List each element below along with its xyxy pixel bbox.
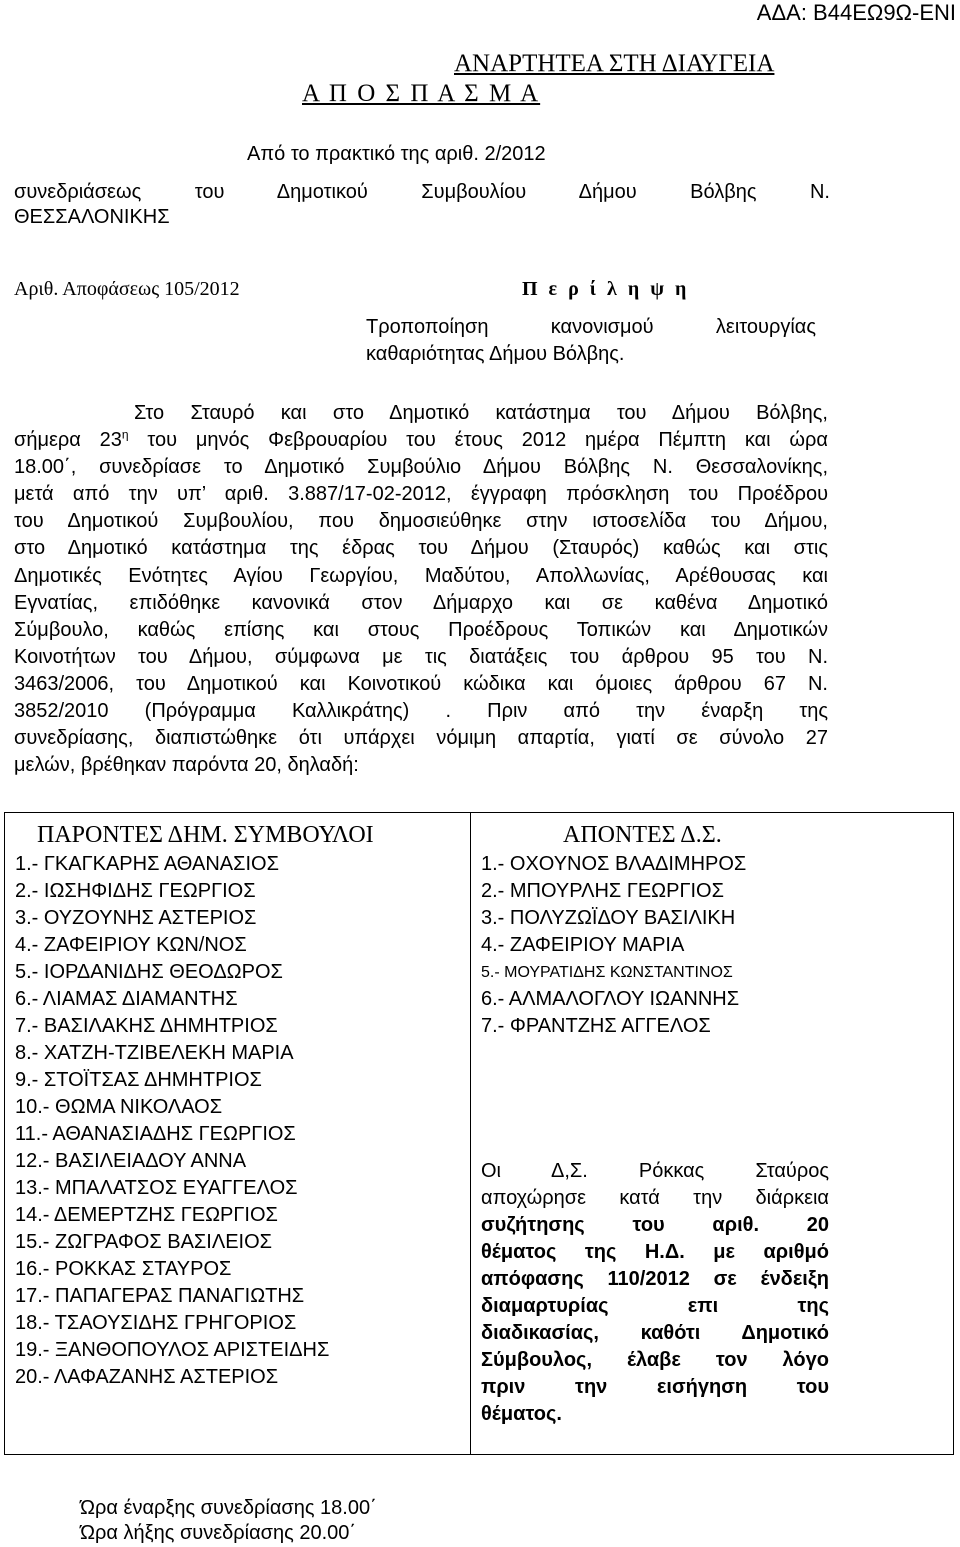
session-end-time: Ώρα λήξης συνεδρίασης 20.00΄ [80,1522,357,1544]
present-member: 18.- ΤΣΑΟΥΣΙΔΗΣ ΓΡΗΓΟΡΙΟΣ [15,1312,297,1334]
absent-member: 3.- ΠΟΛΥΖΩΪΔΟΥ ΒΑΣΙΛΙΚΗ [481,907,736,929]
subject-line-1: Τροποποίηση κανονισμού λειτουργίας [366,316,816,338]
present-member: 12.- ΒΑΣΙΛΕΙΑΔΟΥ ΑΝΝΑ [15,1150,247,1172]
column-divider [470,813,471,1454]
attendance-table [4,812,954,1455]
departure-note [481,1158,829,1428]
summary-heading: Π ε ρ ί λ η ψ η [522,278,690,300]
absent-header: ΑΠΟΝΤΕΣ Δ.Σ. [563,822,722,848]
body-line: Σύμβουλο, καθώς επίσης και στους Προέδρους Τοπικών και Δημοτικών [14,618,828,641]
body-line: 3852/2010 (Πρόγραμμα Καλλικράτης) . Πριν από την έναρξη της [14,700,828,723]
note-line: απόφασης 110/2012 σε ένδειξη [481,1268,829,1290]
present-member: 6.- ΛΙΑΜΑΣ ΔΙΑΜΑΝΤΗΣ [15,988,238,1010]
body-line: 3463/2006, του Δημοτικού και Κοινοτικού κώδικα και όμοιες άρθρου 67 Ν. [14,672,828,695]
absent-member: 7.- ΦΡΑΝΤΖΗΣ ΑΓΓΕΛΟΣ [481,1015,711,1037]
absent-member: 1.- ΟΧΟΥΝΟΣ ΒΛΑΔΙΜΗΡΟΣ [481,853,747,875]
present-member: 7.- ΒΑΣΙΛΑΚΗΣ ΔΗΜΗΤΡΙΟΣ [15,1015,278,1037]
absent-member: 6.- ΑΛΜΑΛΟΓΛΟΥ ΙΩΑΝΝΗΣ [481,988,740,1010]
ordinal-sup: η [121,427,129,442]
present-member: 19.- ΞΑΝΘΟΠΟΥΛΟΣ ΑΡΙΣΤΕΙΔΗΣ [15,1339,330,1361]
note-line: διαδικασίας, καθότι Δημοτικό [481,1322,829,1344]
present-member: 3.- ΟΥΖΟΥΝΗΣ ΑΣΤΕΡΙΟΣ [15,907,257,929]
note-line: θέματος. [481,1403,562,1425]
body-line: Εγνατίας, επιδόθηκε κανονικά στον Δήμαρχο και σε καθένα Δημοτικό [14,591,828,614]
present-member: 14.- ΔΕΜΕΡΤΖΗΣ ΓΕΩΡΓΙΟΣ [15,1204,278,1226]
note-line: πριν την εισήγηση του [481,1376,829,1398]
body-line: Στο Σταυρό και στο Δημοτικό κατάστημα του Δήμου Βόλβης, [134,402,828,424]
absent-member: 4.- ΖΑΦΕΙΡΙΟΥ ΜΑΡΙΑ [481,934,685,956]
absent-member: 2.- ΜΠΟΥΡΛΗΣ ΓΕΩΡΓΙΟΣ [481,880,724,902]
present-member: 1.- ΓΚΑΓΚΑΡΗΣ ΑΘΑΝΑΣΙΟΣ [15,853,279,875]
note-line: Σύμβουλος, έλαβε τον λόγο [481,1349,829,1371]
note-line: αποχώρησε κατά την διάρκεια [481,1187,829,1209]
absent-list [481,851,746,1040]
present-member: 17.- ΠΑΠΑΓΕΡΑΣ ΠΑΝΑΓΙΩΤΗΣ [15,1285,305,1307]
note-line: Οι Δ,Σ. Ρόκκας Σταύρος [481,1160,829,1182]
note-line: συζήτησης του αριθ. 20 [481,1214,829,1236]
region-name: ΘΕΣΣΑΛΟΝΙΚΗΣ [14,206,170,228]
minutes-body [14,400,828,779]
present-member: 16.- ΡΟΚΚΑΣ ΣΤΑΥΡΟΣ [15,1258,232,1280]
note-line: θέματος της Η.Δ. με αριθμό [481,1241,829,1263]
note-line: διαμαρτυρίας επι της [481,1295,829,1317]
present-member: 2.- ΙΩΣΗΦΙΔΗΣ ΓΕΩΡΓΙΟΣ [15,880,256,902]
present-member: 15.- ΖΩΓΡΑΦΟΣ ΒΑΣΙΛΕΙΟΣ [15,1231,273,1253]
body-line: μελών, βρέθηκαν παρόντα 20, δηλαδή: [14,754,359,777]
ada-code: ΑΔΑ: Β44ΕΩ9Ω-ΕΝΙ [756,0,956,25]
session-start-time: Ώρα έναρξης συνεδρίασης 18.00΄ [80,1497,377,1519]
body-line: 18.00΄, συνεδρίασε το Δημοτικό Συμβούλιο Δήμου Βόλβης Ν. Θεσσαλονίκης, [14,456,828,479]
body-line: μετά από την υπ’ αριθ. 3.887/17-02-2012, έγγραφη πρόσκληση του Προέδρου [14,483,828,506]
present-header: ΠΑΡΟΝΤΕΣ ΔΗΜ. ΣΥΜΒΟΥΛΟΙ [37,822,374,848]
body-text: σήμερα 23 [14,429,122,452]
present-list [15,851,329,1391]
body-line [14,427,828,454]
session-line: συνεδριάσεως του Δημοτικού Συμβουλίου Δήμου Βόλβης Ν. [14,181,830,203]
present-member: 9.- ΣΤΟΪΤΣΑΣ ΔΗΜΗΤΡΙΟΣ [15,1069,262,1091]
body-text: του μηνός Φεβρουαρίου του έτους 2012 ημέρα Πέμπτη και ώρα [128,429,828,452]
present-member: 20.- ΛΑΦΑΖΑΝΗΣ ΑΣΤΕΡΙΟΣ [15,1366,279,1388]
body-line: Δημοτικές Ενότητες Αγίου Γεωργίου, Μαδύτου, Απολλωνίας, Αρέθουσας και [14,564,828,587]
minutes-reference: Από το πρακτικό της αριθ. 2/2012 [247,143,546,165]
publish-note: ΑΝΑΡΤΗΤΕΑ ΣΤΗ ΔΙΑΥΓΕΙΑ [454,50,775,77]
present-member: 13.- ΜΠΑΛΑΤΣΟΣ ΕΥΑΓΓΕΛΟΣ [15,1177,298,1199]
subject-line-2: καθαριότητας Δήμου Βόλβης. [366,343,625,365]
body-line: στο Δημοτικό κατάστημα της έδρας του Δήμου (Σταυρός) καθώς και στις [14,537,828,560]
absent-member: 5.- ΜΟΥΡΑΤΙΔΗΣ ΚΩΝΣΤΑΝΤΙΝΟΣ [481,964,733,981]
present-member: 8.- ΧΑΤΖΗ-ΤΖΙΒΕΛΕΚΗ ΜΑΡΙΑ [15,1042,294,1064]
body-line: του Δημοτικού Συμβουλίου, που δημοσιεύθηκε στην ιστοσελίδα του Δήμου, [14,510,828,533]
body-line: Κοινοτήτων του Δήμου, σύμφωνα με τις διατάξεις του άρθρου 95 του Ν. [14,645,828,668]
decision-number: Αριθ. Αποφάσεως 105/2012 [14,278,240,300]
present-member: 4.- ΖΑΦΕΙΡΙΟΥ ΚΩΝ/ΝΟΣ [15,934,247,956]
excerpt-title: Α Π Ο Σ Π Α Σ Μ Α [302,80,541,107]
body-line: συνεδρίασης, διαπιστώθηκε ότι υπάρχει νόμιμη απαρτία, γιατί σε σύνολο 27 [14,727,828,750]
present-member: 11.- ΑΘΑΝΑΣΙΑΔΗΣ ΓΕΩΡΓΙΟΣ [15,1123,296,1145]
present-member: 5.- ΙΟΡΔΑΝΙΔΗΣ ΘΕΟΔΩΡΟΣ [15,961,283,983]
present-member: 10.- ΘΩΜΑ ΝΙΚΟΛΑΟΣ [15,1096,223,1118]
